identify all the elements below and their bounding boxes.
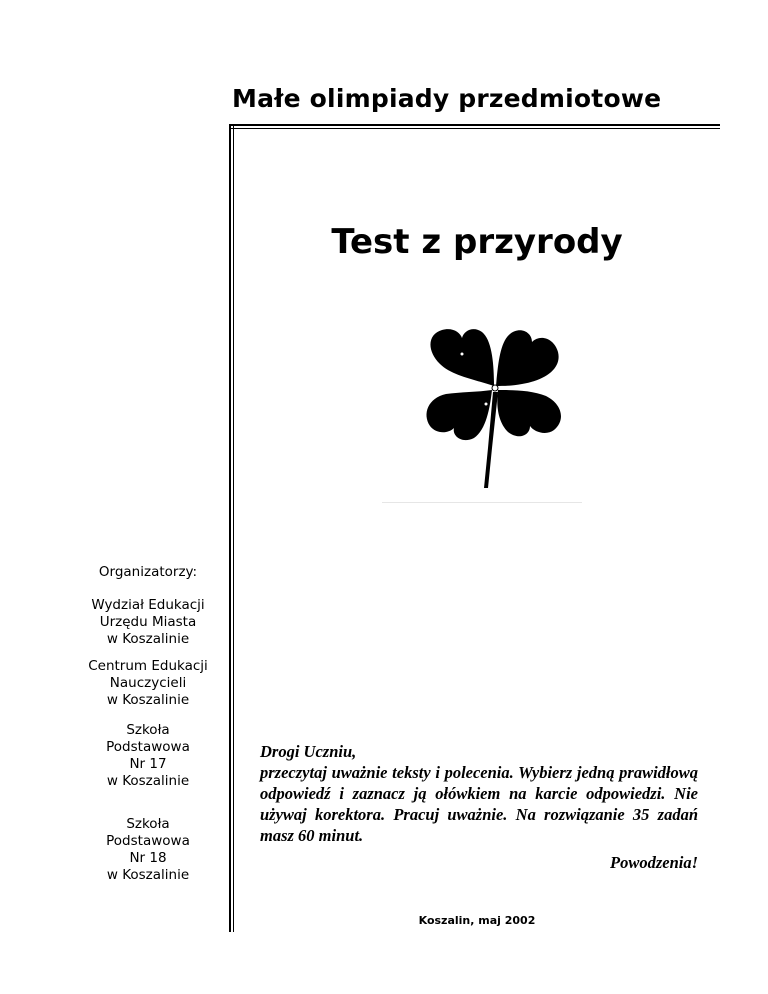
organizers-label [70,564,226,581]
organizer-line: Centrum Edukacji [88,658,208,674]
organizer-line: Wydział Edukacji [91,597,205,613]
frame-left-line [229,124,231,932]
letter-closing: Powodzenia! [609,853,698,872]
four-leaf-clover-icon [382,308,582,502]
footer-place-date: Koszalin, maj 2002 [418,914,536,927]
organizer-line: Nr 18 [129,850,167,866]
organizer-teacher-center [70,658,226,709]
student-letter [260,741,698,873]
organizer-line: Nauczycieli [109,675,187,691]
test-title: Test z przyrody [331,222,623,262]
organizers-label-text: Organizatorzy: [98,564,198,580]
clover-image [382,308,582,503]
frame-top-line-thin [229,128,720,129]
organizer-line: Podstawowa [106,833,190,849]
organizer-line: Nr 17 [129,756,167,772]
organizer-line: w Koszalinie [106,631,190,647]
organizer-line: w Koszalinie [106,692,190,708]
letter-greeting: Drogi Uczniu, [260,742,357,761]
organizer-line: Urzędu Miasta [99,614,197,630]
frame-top-line [229,124,720,126]
organizer-school-18 [70,816,226,884]
organizer-line: Podstawowa [106,739,190,755]
page-header-title: Małe olimpiady przedmiotowe [232,84,662,113]
organizer-line: Szkoła [126,816,170,832]
organizer-line: w Koszalinie [106,773,190,789]
organizer-line: Szkoła [126,722,170,738]
organizer-education-department [70,597,226,648]
organizer-school-17 [70,722,226,790]
letter-body: przeczytaj uważnie teksty i polecenia. Wybierz jedną prawidłową odpowiedź i zaznacz ją ołówkiem na karcie odpowiedzi. Nie używaj korektora. Pracuj uważnie. Na rozwiązanie 35 zadań masz 60 minut. [260,763,698,845]
organizer-line: w Koszalinie [106,867,190,883]
